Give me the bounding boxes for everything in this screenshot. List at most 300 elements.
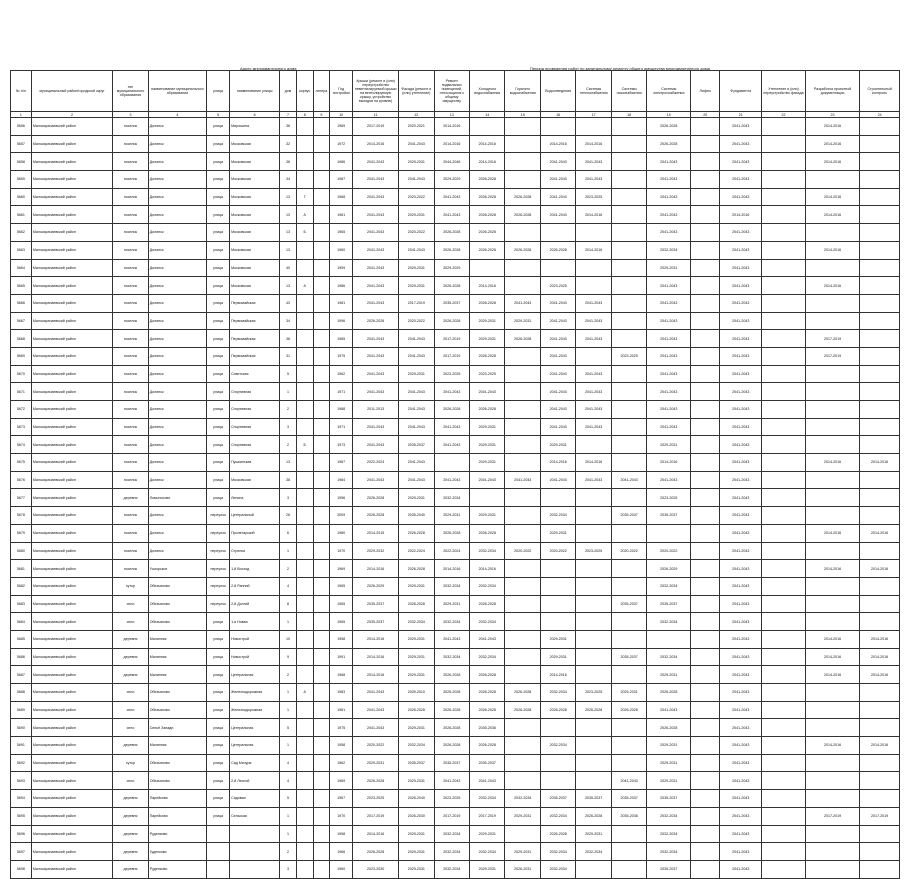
table-cell [576,118,611,136]
table-cell [611,365,646,383]
table-cell [691,401,720,419]
table-cell: Малокарачаевский район [31,312,112,330]
table-cell [313,843,330,861]
table-cell [505,347,540,365]
table-cell: 5685 [11,630,32,648]
table-cell: 2041-2043 [470,772,505,790]
table-cell [611,153,646,171]
table-cell: Стрелка [230,542,280,560]
table-cell: 1968 [330,188,353,206]
table-cell: улица [207,648,230,666]
table-cell: 2041-2043 [720,153,762,171]
table-cell [296,648,313,666]
table-cell: 2041-2043 [540,171,575,189]
column-header: Утепление и (или) переустройство фасада [762,71,806,112]
table-cell: 2026-2028 [399,701,434,719]
table-cell [762,347,806,365]
table-cell: улица [207,224,230,242]
table-cell: Обезьяново [148,754,206,772]
table-cell [505,401,540,419]
column-number: 1 [11,112,32,118]
table-cell: 13 [280,188,297,206]
table-cell: 2026-2028 [470,347,505,365]
table-cell: 2014-2016 [540,135,575,153]
table-cell [691,188,720,206]
table-cell: 2029-2031 [399,277,434,295]
table-cell: 2041-2043 [720,330,762,348]
table-cell: 2035-2037 [647,860,691,878]
table-cell: Долинск [148,188,206,206]
table-cell [860,365,900,383]
table-cell: 2029-2031 [399,259,434,277]
column-number: 6 [230,112,280,118]
table-cell: 2041-2043 [540,383,575,401]
table-cell [296,489,313,507]
column-header: дом [280,71,297,112]
table-cell [805,259,859,277]
table-cell [296,347,313,365]
table-row [11,524,900,542]
table-cell: 2041-2043 [470,471,505,489]
table-cell [313,294,330,312]
table-cell: 2023-2025 [540,277,575,295]
table-cell: деревня [113,825,148,843]
repair-period-group-label: Период проведения работ по капитальному ремонту общего имущества многоквартирного дома [530,66,710,71]
column-number: 7 [280,112,297,118]
table-cell [611,188,646,206]
table-cell [691,436,720,454]
table-cell [762,153,806,171]
table-cell: 2026-2028 [576,807,611,825]
table-cell [762,701,806,719]
table-cell: 2035-2037 [399,436,434,454]
table-cell [860,701,900,719]
table-cell: 2026-2028 [434,241,469,259]
table-cell: деревня [113,807,148,825]
table-cell: 1965 [330,577,353,595]
table-cell [576,754,611,772]
table-cell: 5691 [11,737,32,755]
table-cell: 2020-2022 [505,542,540,560]
table-cell: 2032-2034 [434,577,469,595]
table-cell: 2029-2031 [540,648,575,666]
table-cell: Долинск [148,312,206,330]
table-cell: 10 [280,630,297,648]
table-cell [762,860,806,878]
table-cell: 2029-2031 [470,507,505,525]
table-cell: 2032-2034 [540,684,575,702]
table-cell: 2014-2016 [353,666,399,684]
table-cell: 2041-2043 [720,666,762,684]
table-cell [505,719,540,737]
table-cell [296,560,313,578]
table-cell: 1959 [330,259,353,277]
table-cell [691,171,720,189]
table-cell [762,737,806,755]
table-cell [313,489,330,507]
table-cell: 2026-2028 [647,719,691,737]
table-cell [611,754,646,772]
column-number: 3 [113,112,148,118]
table-cell: 2041-2043 [434,206,469,224]
table-cell: 2041-2043 [720,401,762,419]
table-cell: 2014-2016 [805,118,859,136]
table-cell [691,224,720,242]
table-cell: Малинник [148,666,206,684]
table-cell: 2014-2016 [805,206,859,224]
table-cell: 2026-2028 [399,524,434,542]
table-cell: 4 [280,772,297,790]
table-cell: 1970 [330,807,353,825]
table-cell: 2041-2043 [540,365,575,383]
table-row [11,860,900,878]
table-cell: 2022-2024 [434,542,469,560]
table-cell: 13 [280,241,297,259]
table-cell: 2029-2031 [505,843,540,861]
table-cell [611,330,646,348]
table-cell: Первомайская [230,347,280,365]
table-cell [691,772,720,790]
column-number: 10 [330,112,353,118]
table-cell: 2-й Ранний [230,577,280,595]
table-cell [762,259,806,277]
table-cell: 2029-2031 [647,666,691,684]
table-row [11,507,900,525]
table-row [11,648,900,666]
table-cell: Московская [230,153,280,171]
table-cell: 2041-2043 [576,471,611,489]
table-cell [860,577,900,595]
table-cell [691,153,720,171]
table-row [11,188,900,206]
table-cell: Малинник [148,630,206,648]
table-cell: 5698 [11,860,32,878]
table-cell [691,860,720,878]
table-cell [434,454,469,472]
table-cell [313,595,330,613]
table-cell: 2041-2043 [434,471,469,489]
table-cell: Обезьяново [148,701,206,719]
column-number: 14 [470,112,505,118]
column-number: 23 [805,112,859,118]
table-cell [860,471,900,489]
table-cell: 2014-2016 [805,524,859,542]
table-cell: село [113,772,148,790]
table-cell: 1 [280,613,297,631]
table-cell: 2035-2037 [576,790,611,808]
table-cell [860,259,900,277]
table-cell [313,454,330,472]
column-number: 17 [576,112,611,118]
table-cell: 5668 [11,330,32,348]
table-cell [576,489,611,507]
table-cell: Малокарачаевский район [31,719,112,737]
table-cell [691,630,720,648]
table-cell: Ленина [230,489,280,507]
table-cell: улица [207,454,230,472]
table-cell: 2026-2028 [611,701,646,719]
table-cell: Железнодорожная [230,684,280,702]
table-cell: 2041-2043 [434,772,469,790]
table-cell: Долинск [148,436,206,454]
table-cell: поселок [113,383,148,401]
table-cell: 2023-2030 [353,860,399,878]
table-cell: 1987 [330,454,353,472]
table-cell: 2029-2031 [647,772,691,790]
table-cell: 2020-2021 [399,118,434,136]
table-cell [576,577,611,595]
table-cell: 2041-2043 [647,294,691,312]
table-cell: 2 [280,666,297,684]
table-cell: 1975 [330,719,353,737]
table-cell [805,843,859,861]
table-cell [860,436,900,454]
table-cell: Малокарачаевский район [31,471,112,489]
table-cell: Долинск [148,524,206,542]
table-cell: 36 [280,153,297,171]
table-cell: 2032-2034 [434,843,469,861]
table-cell: улица [207,312,230,330]
table-cell: улица [207,418,230,436]
table-cell: 2029-2031 [470,860,505,878]
table-cell [505,259,540,277]
table-cell: 2035-2037 [353,613,399,631]
table-cell: 2041-2043 [720,489,762,507]
table-cell: 2041-2043 [353,241,399,259]
table-cell [505,489,540,507]
table-cell: 2014-2016 [576,206,611,224]
table-cell [505,772,540,790]
table-cell: 2026-2028 [399,595,434,613]
table-cell: Спортивная [230,383,280,401]
table-cell: 1965 [330,330,353,348]
table-cell: 2032-2034 [434,489,469,507]
table-cell: 2020-2022 [399,188,434,206]
table-cell: 8 [280,595,297,613]
table-cell: 1 [280,542,297,560]
table-cell: 2026-2028 [434,312,469,330]
table-row [11,365,900,383]
table-cell [505,135,540,153]
table-cell: Центральная [230,666,280,684]
table-cell [540,772,575,790]
table-row [11,843,900,861]
table-cell: 2041-2043 [505,471,540,489]
table-cell [296,454,313,472]
column-header: Год постройки [330,71,353,112]
table-cell [860,401,900,419]
table-cell [576,772,611,790]
table-row [11,542,900,560]
table-cell: 5657 [11,135,32,153]
table-cell: 2014-2016 [805,560,859,578]
table-cell: 32 [280,135,297,153]
table-cell: 2041-2043 [720,259,762,277]
table-cell: Малокарачаевский район [31,153,112,171]
table-cell [296,524,313,542]
table-cell [860,294,900,312]
table-cell: Сеньё Западн. [148,719,206,737]
table-cell: 2014-2016 [860,524,900,542]
table-cell: Руденково [148,825,206,843]
table-cell: 2041-2043 [353,347,399,365]
column-number: 4 [148,112,206,118]
table-cell [296,471,313,489]
table-cell: Мирошина [230,118,280,136]
table-cell: 2026-2028 [353,312,399,330]
table-cell [762,401,806,419]
column-header: наименование муниципального образования [148,71,206,112]
table-cell [860,277,900,295]
table-cell: поселок [113,135,148,153]
table-cell: 2017-2019 [805,807,859,825]
table-cell: село [113,613,148,631]
column-header: литера [313,71,330,112]
table-cell: Малокарачаевский район [31,330,112,348]
table-cell [860,489,900,507]
table-cell: поселок [113,171,148,189]
table-cell [313,630,330,648]
table-cell: 13 [280,454,297,472]
table-cell: 2041-2043 [611,772,646,790]
table-cell: 2032-2034 [470,613,505,631]
table-cell [762,524,806,542]
table-cell: 2035-2036 [470,719,505,737]
table-cell: 2014-2016 [576,454,611,472]
table-cell [576,277,611,295]
table-cell: 1 [280,737,297,755]
table-cell: поселок [113,241,148,259]
table-cell [505,648,540,666]
table-cell: 2014-2016 [353,825,399,843]
table-cell: улица [207,347,230,365]
table-cell [576,224,611,242]
table-cell: 2032-2034 [647,807,691,825]
table-cell: 2041-2043 [540,401,575,419]
table-cell: 2029-2031 [399,825,434,843]
table-cell: 1 [280,684,297,702]
table-cell: 5680 [11,542,32,560]
table-cell: 2029-2031 [540,436,575,454]
table-cell [296,135,313,153]
table-cell: 2035-2037 [399,754,434,772]
table-cell [296,330,313,348]
table-cell: 2026-2028 [647,118,691,136]
table-cell: 2029-2031 [647,259,691,277]
table-cell: поселок [113,524,148,542]
table-cell [762,507,806,525]
table-cell: 2041-2043 [720,277,762,295]
table-cell: 2029-2032 [353,542,399,560]
table-cell: деревня [113,790,148,808]
table-cell: 2041-2043 [576,401,611,419]
table-cell: Парейково [148,790,206,808]
table-cell: 2041-2043 [647,153,691,171]
table-cell: 1965 [330,595,353,613]
table-cell: 2041-2043 [399,454,434,472]
table-cell: Долинск [148,206,206,224]
table-cell [762,684,806,702]
table-cell [576,666,611,684]
table-cell [691,507,720,525]
table-cell: 5684 [11,613,32,631]
table-cell: 2026-2028 [540,241,575,259]
table-cell: 2026-2029 [353,577,399,595]
table-cell [860,825,900,843]
table-cell: 2 [280,843,297,861]
table-cell: 31 [280,347,297,365]
table-cell [805,224,859,242]
table-cell: Малокарачаевский район [31,436,112,454]
table-cell: 2035-2037 [647,790,691,808]
table-cell: поселок [113,277,148,295]
column-header: корпус [296,71,313,112]
table-cell: улица [207,206,230,224]
table-row [11,666,900,684]
column-number: 2 [31,112,112,118]
table-cell: 2026-2028 [434,524,469,542]
table-cell [296,754,313,772]
table-cell: 2041-2043 [399,171,434,189]
table-cell [860,206,900,224]
table-cell: 2041-2043 [353,418,399,436]
table-cell: 2041-2043 [353,277,399,295]
table-cell [313,365,330,383]
table-cell: 2035-2037 [434,294,469,312]
table-cell: 2017-2019 [805,347,859,365]
table-cell: 2029-2031 [540,524,575,542]
table-cell: 2014-2016 [805,135,859,153]
table-cell: 2022-2024 [353,454,399,472]
table-cell: Малокарачаевский район [31,560,112,578]
table-cell [207,843,230,861]
table-cell: Малокарачаевский район [31,206,112,224]
table-cell: Обезьяново [148,595,206,613]
table-cell: 2023-2025 [611,347,646,365]
table-row [11,418,900,436]
table-cell: Малокарачаевский район [31,524,112,542]
table-cell: 5678 [11,507,32,525]
table-cell: Малокарачаевский район [31,259,112,277]
table-cell [576,436,611,454]
table-cell: 2041-2043 [720,790,762,808]
table-cell: Малокарачаевский район [31,171,112,189]
table-cell: 2026-2028 [353,507,399,525]
table-cell: поселок [113,312,148,330]
table-cell: улица [207,401,230,419]
table-cell [611,241,646,259]
column-header: Строительный контроль [860,71,900,112]
table-cell [691,737,720,755]
column-header: Ремонт подвальных помещений, относящихся к общему имуществу [434,71,469,112]
table-cell: 2029-2031 [434,507,469,525]
table-cell: Малинник [148,737,206,755]
table-cell [860,790,900,808]
table-cell: улица [207,188,230,206]
table-cell: 1962 [330,754,353,772]
table-cell: Малокарачаевский район [31,365,112,383]
table-cell: улица [207,436,230,454]
table-cell [805,365,859,383]
table-cell [860,507,900,525]
table-cell: поселок [113,454,148,472]
table-cell: 2032-2034 [399,613,434,631]
table-cell: 1971 [330,418,353,436]
table-cell: 2041-2043 [353,171,399,189]
table-cell: 5676 [11,471,32,489]
table-cell: поселок [113,153,148,171]
table-cell: 2041-2043 [720,630,762,648]
